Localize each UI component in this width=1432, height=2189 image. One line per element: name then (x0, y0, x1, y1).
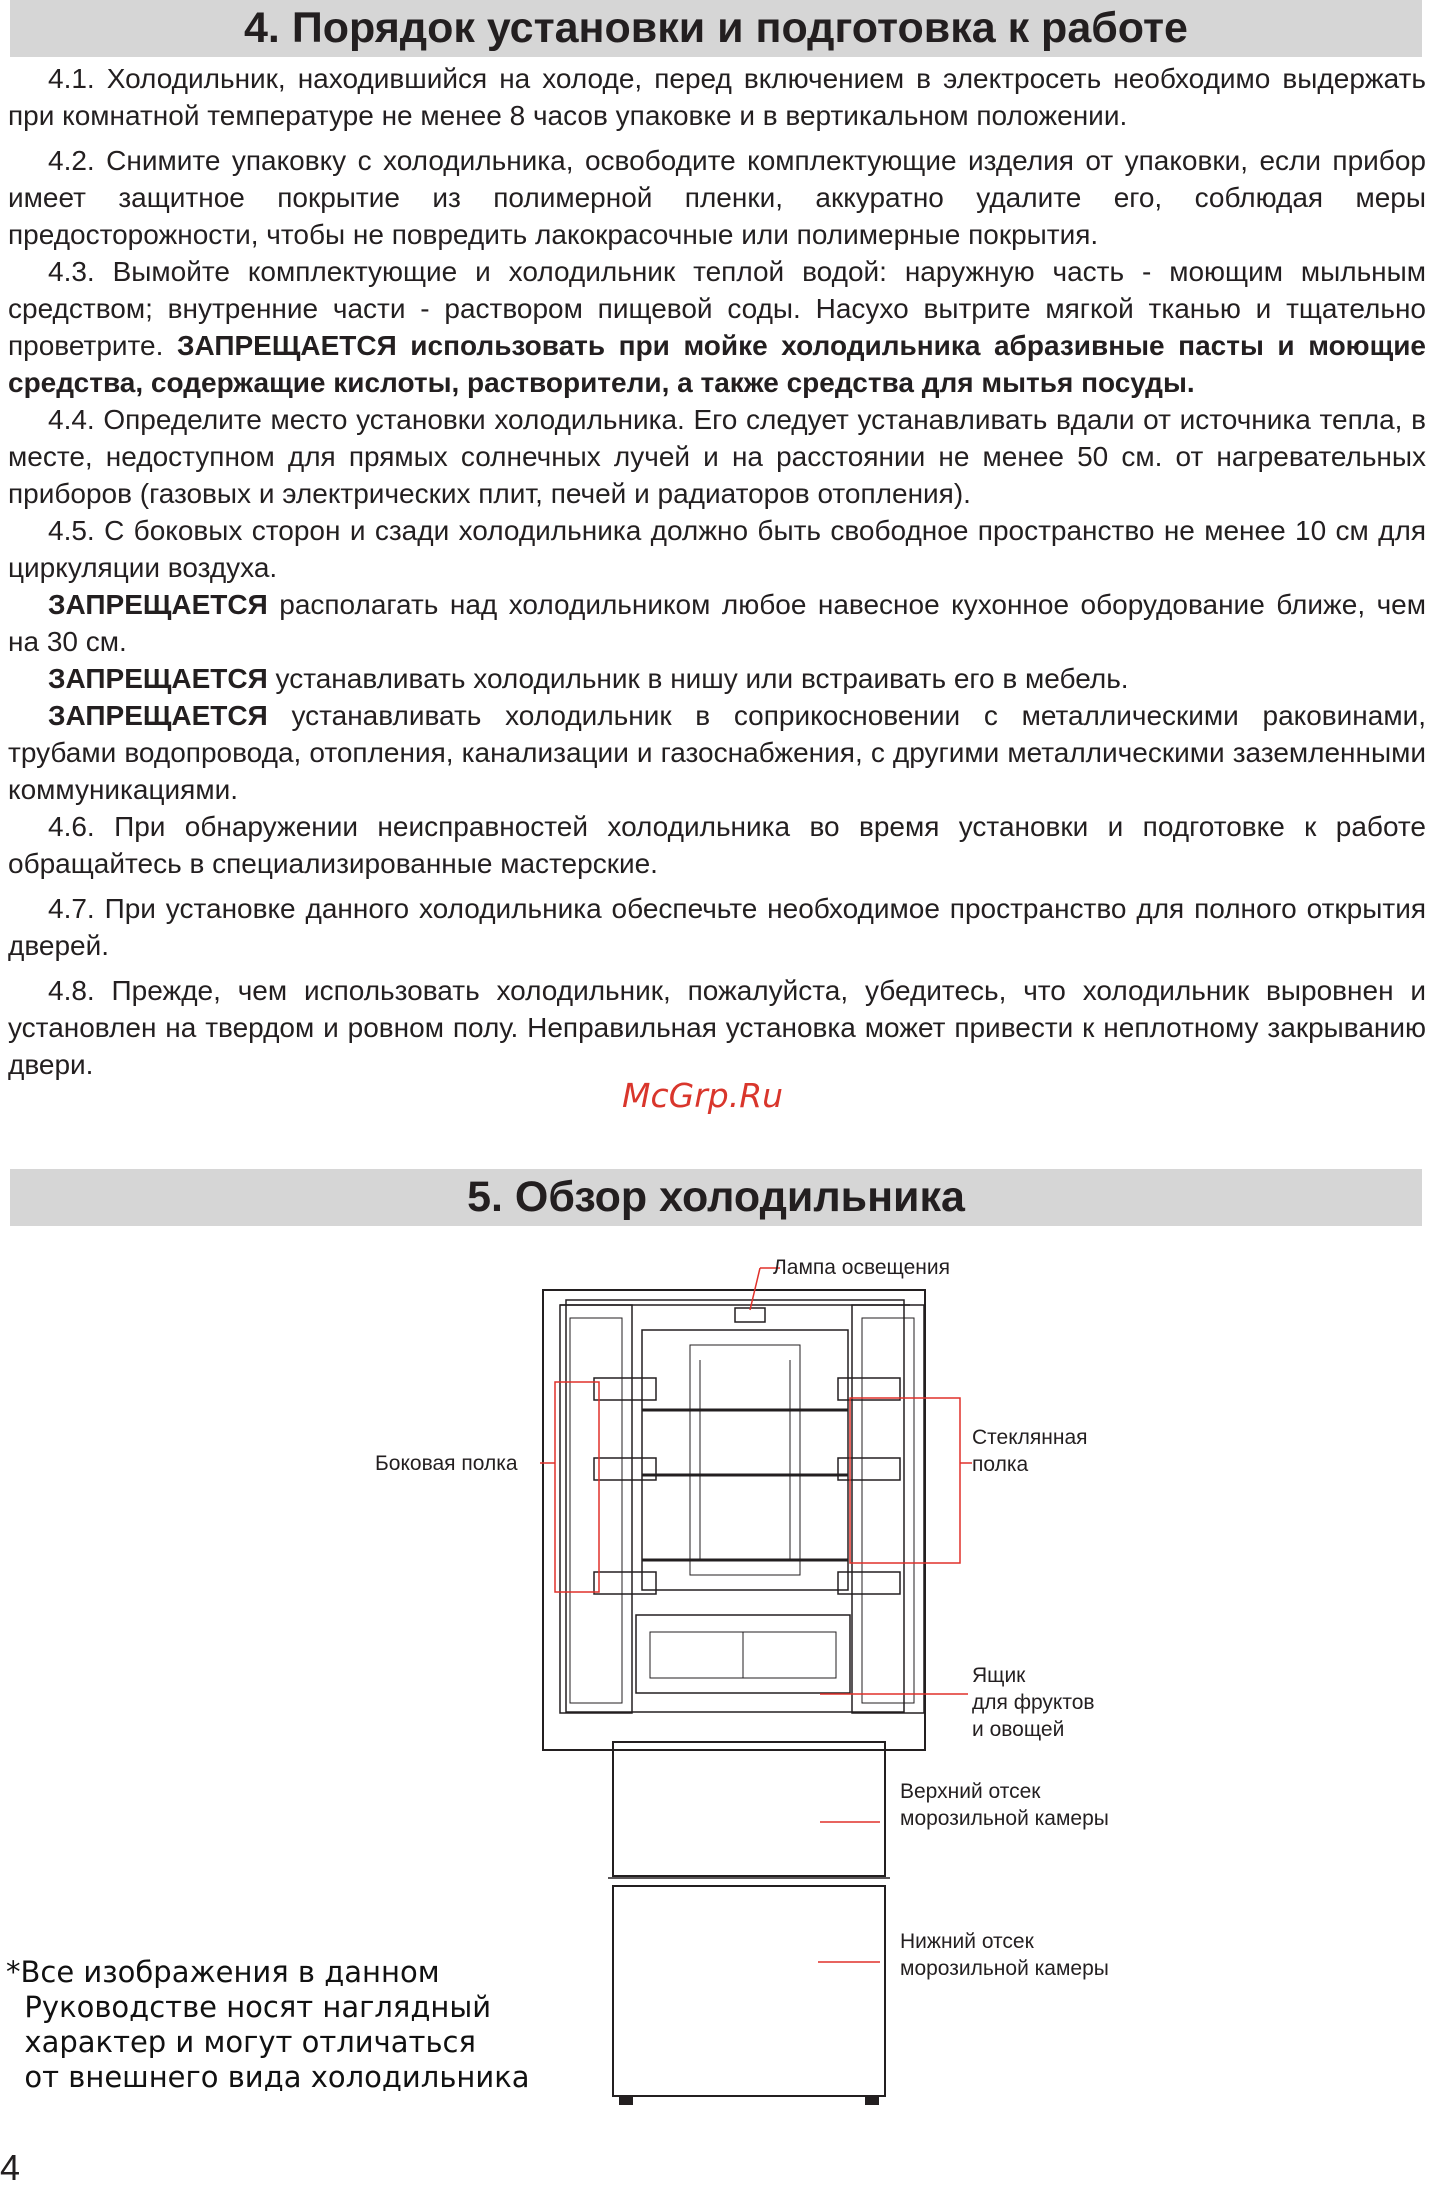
paragraph-4-7: 4.7. При установке данного холодильника обеспечьте необходимое пространство для полного открытия дверей. (8, 893, 1426, 961)
left-door (560, 1305, 632, 1713)
section-4-heading: 4. Порядок установки и подготовка к работе (10, 0, 1422, 57)
label-glass-shelf: Стеклянная полка (972, 1426, 1088, 1476)
label-lamp: Лампа освещения (773, 1256, 950, 1279)
paragraph-4-6: 4.6. При обнаружении неисправностей холодильника во время установки и подготовке к работе обращайтесь в специализированные мастерские. (8, 811, 1426, 879)
illustration-note: *Все изображения в данном Руководстве носят наглядный характер и могут отличаться от внешнего вида холодильника (6, 1955, 530, 2094)
section-5-heading: 5. Обзор холодильника (10, 1169, 1422, 1226)
page-number: 4 (0, 2147, 21, 2188)
label-lower-freezer: Нижний отсек морозильной камеры (900, 1930, 1109, 1980)
lamp-icon (735, 1308, 765, 1322)
prohibition-1-text: располагать над холодильником любое навесное кухонное оборудование ближе, чем на 30 см. (8, 589, 1426, 657)
side-shelf-leader (555, 1382, 599, 1592)
prohibition-word: ЗАПРЕЩАЕТСЯ (48, 589, 268, 620)
label-side-shelf: Боковая полка (375, 1452, 518, 1475)
paragraph-4-2: 4.2. Снимите упаковку с холодильника, освободите комплектующие изделия от упаковки, если прибор имеет защитное покрытие из полимерной пленки, аккуратно удалите его, соблюдая меры предосторожности, чтобы не повредить лакокрасочные или полимерные покрытия. (8, 145, 1426, 250)
prohibition-3-text: устанавливать холодильник в соприкосновении с металлическими раковинами, трубами водопровода, отопления, канализации и газоснабжения, с другими металлическими заземленными коммуникациями. (8, 700, 1426, 805)
fridge-cabinet (543, 1290, 925, 1750)
paragraph-4-3-text: 4.3. Вымойте комплектующие и холодильник теплой водой: наружную часть - моющим мыльным средством; внутренние части - раствором пищевой соды. Насухо вытрите мягкой тканью и тщательно проветрите. (8, 256, 1426, 361)
paragraph-4-5: 4.5. С боковых сторон и сзади холодильника должно быть свободное пространство не менее 10 см для циркуляции воздуха. (8, 515, 1426, 583)
side-shelf (594, 1458, 656, 1480)
label-upper-freezer: Верхний отсек морозильной камеры (900, 1780, 1109, 1830)
label-crisper: Ящик для фруктов и овощей (972, 1664, 1095, 1741)
paragraph-4-4: 4.4. Определите место установки холодильника. Его следует устанавливать вдали от источника тепла, в месте, недоступном для прямых солнечных лучей и на расстоянии не менее 50 см. от нагревательных приборов (газовых и электрических плит, печей и радиаторов отопления). (8, 404, 1426, 509)
paragraph-4-1: 4.1. Холодильник, находившийся на холоде, перед включением в электросеть необходимо выдержать при комнатной температуре не менее 8 часов упаковке и в вертикальном положении. (8, 63, 1426, 131)
prohibition-2-text: устанавливать холодильник в нишу или встраивать его в мебель. (267, 663, 1129, 694)
prohibition-word: ЗАПРЕЩАЕТСЯ (48, 663, 268, 694)
side-shelf (594, 1378, 656, 1400)
prohibition-word: ЗАПРЕЩАЕТСЯ (48, 700, 268, 731)
watermark: McGrp.Ru (622, 1076, 784, 1115)
paragraph-4-3-warning: ЗАПРЕЩАЕТСЯ использовать при мойке холодильника абразивные пасты и моющие средства, содержащие кислоты, растворители, а также средства для мытья посуды. (8, 330, 1426, 398)
paragraph-4-8: 4.8. Прежде, чем использовать холодильник, пожалуйста, убедитесь, что холодильник выровнен и установлен на твердом и ровном полу. Неправильная установка может привести к неплотному закрыванию двери. (8, 975, 1426, 1080)
fridge-compartment (642, 1330, 848, 1590)
right-door (852, 1305, 924, 1713)
upper-freezer-drawer (613, 1742, 885, 1876)
lower-freezer-drawer (613, 1886, 885, 2096)
